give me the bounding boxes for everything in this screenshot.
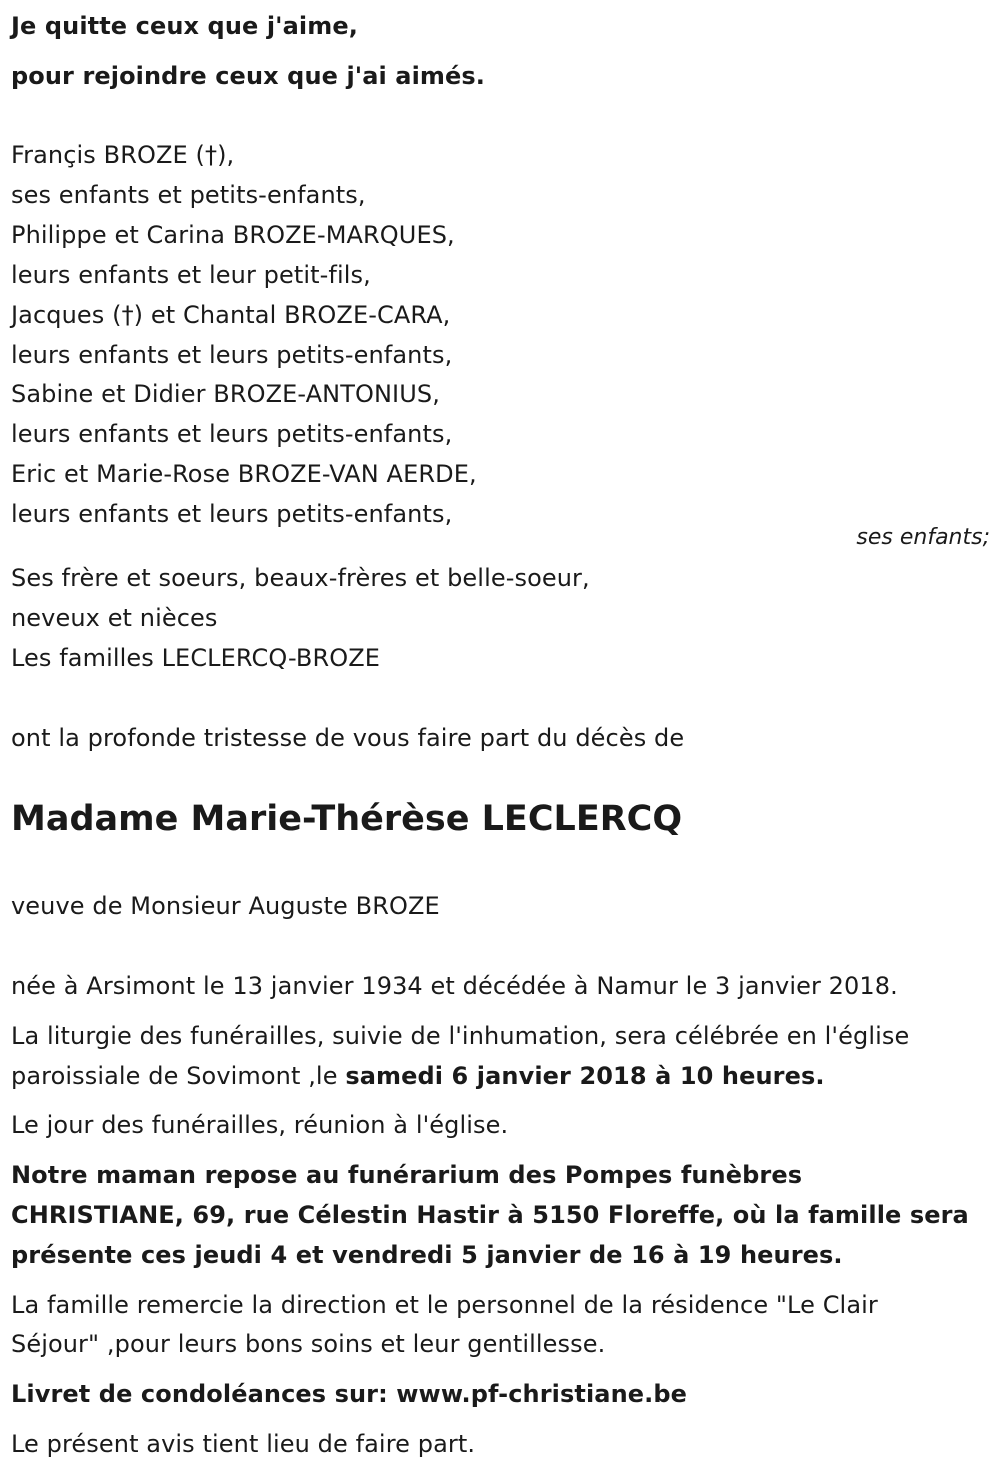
funerarium-line: présente ces jeudi 4 et vendredi 5 janvier de 16 à 19 heures.	[11, 1241, 843, 1269]
relatives-line: Les familles LECLERCQ-BROZE	[11, 644, 381, 672]
epigraph-line-1: Je quitte ceux que j'aime,	[11, 12, 358, 40]
announcement: ont la profonde tristesse de vous faire part du décès de	[11, 724, 685, 752]
thanks-line: Séjour" ,pour leurs bons soins et leur gentillesse.	[11, 1330, 606, 1358]
funerarium-line: CHRISTIANE, 69, rue Célestin Hastir à 5150 Floreffe, où la famille sera	[11, 1201, 969, 1229]
relatives-line: neveux et nièces	[11, 604, 218, 632]
condolences-link[interactable]: Livret de condoléances sur: www.pf-christiane.be	[11, 1380, 688, 1408]
family-line: leurs enfants et leurs petits-enfants,	[11, 341, 453, 369]
family-line: Sabine et Didier BROZE-ANTONIUS,	[11, 380, 440, 408]
family-line: Philippe et Carina BROZE-MARQUES,	[11, 221, 455, 249]
family-line: leurs enfants et leur petit-fils,	[11, 261, 371, 289]
family-line: leurs enfants et leurs petits-enfants,	[11, 420, 453, 448]
thanks-line: La famille remercie la direction et le personnel de la résidence "Le Clair	[11, 1291, 878, 1319]
epigraph-line-2: pour rejoindre ceux que j'ai aimés.	[11, 62, 486, 90]
funerarium-line: Notre maman repose au funérarium des Pompes funèbres	[11, 1161, 803, 1189]
liturgy-date: samedi 6 janvier 2018 à 10 heures.	[345, 1062, 825, 1090]
closing: Le présent avis tient lieu de faire part.	[11, 1430, 476, 1458]
family-line: ses enfants et petits-enfants,	[11, 181, 366, 209]
family-line: leurs enfants et leurs petits-enfants,	[11, 500, 453, 528]
liturgy-prefix: paroissiale de Sovimont ,le	[11, 1062, 346, 1090]
deceased-name: Madame Marie-Thérèse LECLERCQ	[11, 799, 683, 839]
children-label: ses enfants;	[856, 525, 990, 550]
meeting: Le jour des funérailles, réunion à l'église.	[11, 1111, 509, 1139]
liturgy-line-1: La liturgie des funérailles, suivie de l'inhumation, sera célébrée en l'église	[11, 1022, 910, 1050]
widow-of: veuve de Monsieur Auguste BROZE	[11, 892, 440, 920]
family-line: Eric et Marie-Rose BROZE-VAN AERDE,	[11, 460, 477, 488]
family-line: Françis BROZE (†),	[11, 141, 235, 169]
family-line: Jacques (†) et Chantal BROZE-CARA,	[11, 301, 451, 329]
liturgy-line-2	[11, 1056, 825, 1096]
birth-death: née à Arsimont le 13 janvier 1934 et décédée à Namur le 3 janvier 2018.	[11, 972, 898, 1000]
relatives-line: Ses frère et soeurs, beaux-frères et belle-soeur,	[11, 564, 590, 592]
